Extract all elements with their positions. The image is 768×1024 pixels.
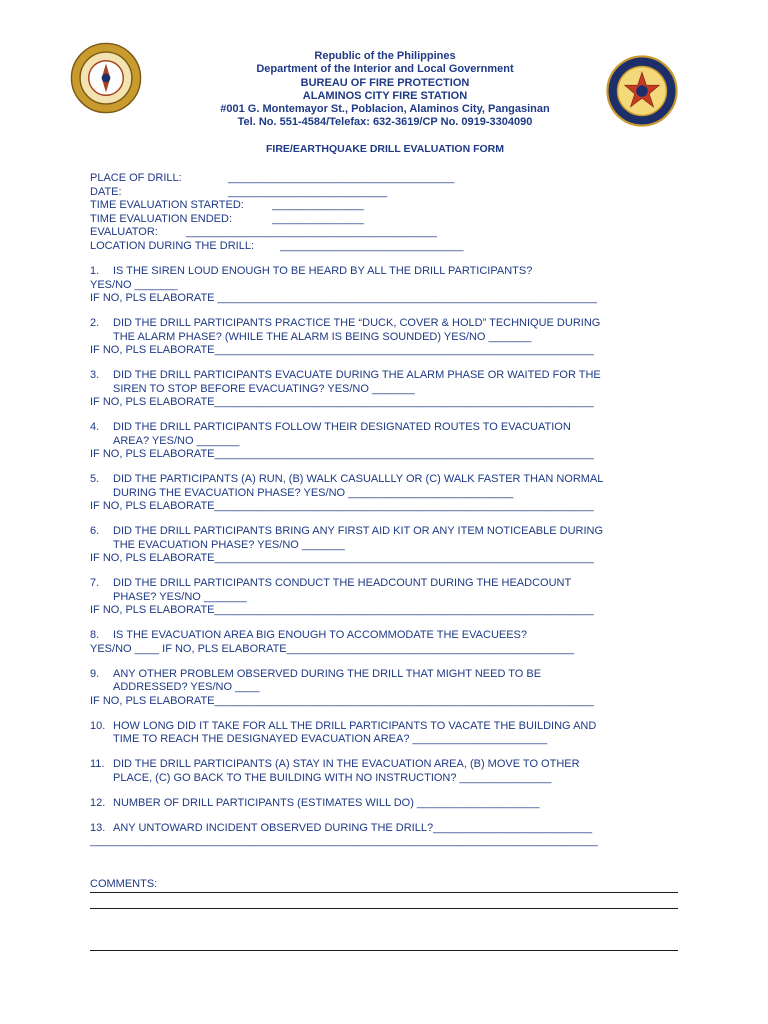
evaluator-label: EVALUATOR: [90, 226, 158, 238]
letterhead-contact: Tel. No. 551-4584/Telefax: 632-3619/CP No. 0919-3304090 [237, 116, 533, 129]
location-label: LOCATION DURING THE DRILL: [90, 239, 255, 252]
question-text-continued[interactable]: PLACE, (C) GO BACK TO THE BUILDING WITH NO INSTRUCTION? _______________ [113, 771, 552, 784]
question-list [90, 265, 690, 860]
question-number: 5. [90, 473, 100, 485]
question-text-continued[interactable]: DURING THE EVACUATION PHASE? YES/NO ___________________________ [113, 486, 514, 499]
question-number: 2. [90, 317, 100, 329]
elaborate-field[interactable]: IF NO, PLS ELABORATE______________________________________________________________ [90, 552, 594, 564]
question-number: 4. [90, 421, 100, 433]
question-text[interactable]: NUMBER OF DRILL PARTICIPANTS (ESTIMATES WILL DO) ____________________ [113, 796, 540, 809]
question-number: 9. [90, 667, 100, 680]
elaborate-field[interactable]: IF NO, PLS ELABORATE______________________________________________________________ [90, 694, 594, 707]
form-title: FIRE/EARTHQUAKE DRILL EVALUATION FORM [266, 143, 504, 155]
question-9 [90, 668, 690, 709]
question-4 [90, 421, 690, 462]
info-fields [90, 172, 464, 253]
question-text-continued[interactable]: TIME TO REACH THE DESIGNAYED EVACUATION AREA? ______________________ [113, 733, 548, 745]
question-text-continued[interactable]: AREA? YES/NO _______ [113, 434, 240, 447]
question-text: DID THE DRILL PARTICIPANTS FOLLOW THEIR DESIGNATED ROUTES TO EVACUATION [113, 421, 571, 433]
letterhead [150, 50, 620, 130]
elaborate-field[interactable]: IF NO, PLS ELABORATE______________________________________________________________ [90, 448, 594, 460]
yes-no-elaborate-field[interactable]: YES/NO ____ IF NO, PLS ELABORATE_______________________________________________ [90, 642, 575, 655]
comments-line-3[interactable] [90, 950, 678, 951]
question-text-continued[interactable]: THE EVACUATION PHASE? YES/NO _______ [113, 538, 345, 551]
date-row [90, 185, 388, 200]
question-text: DID THE DRILL PARTICIPANTS CONDUCT THE HEADCOUNT DURING THE HEADCOUNT [113, 577, 572, 589]
comments-line-1[interactable] [90, 892, 678, 893]
ended-label: TIME EVALUATION ENDED: [90, 212, 233, 225]
elaborate-field[interactable]: IF NO, PLS ELABORATE______________________________________________________________ [90, 604, 594, 616]
question-text-continued[interactable]: PHASE? YES/NO _______ [113, 590, 247, 603]
question-3 [90, 369, 690, 410]
started-blank[interactable]: _______________ [272, 199, 364, 211]
question-text-continued[interactable]: ADDRESSED? YES/NO ____ [113, 681, 260, 693]
question-number: 10. [90, 719, 106, 732]
question-11 [90, 758, 690, 785]
question-7 [90, 577, 690, 618]
yes-no-field[interactable]: YES/NO _______ [90, 278, 178, 291]
question-text: HOW LONG DID IT TAKE FOR ALL THE DRILL PARTICIPANTS TO VACATE THE BUILDING AND [113, 719, 597, 732]
letterhead-station: ALAMINOS CITY FIRE STATION [302, 89, 468, 102]
question-text: DID THE DRILL PARTICIPANTS PRACTICE THE “DUCK, COVER & HOLD” TECHNIQUE DURING [113, 317, 601, 329]
question-text[interactable]: ANY UNTOWARD INCIDENT OBSERVED DURING THE DRILL?__________________________ [113, 821, 593, 834]
question-text-continued[interactable]: SIREN TO STOP BEFORE EVACUATING? YES/NO _______ [113, 382, 415, 395]
question-text-continued[interactable]: THE ALARM PHASE? (WHILE THE ALARM IS BEING SOUNDED) YES/NO _______ [113, 330, 532, 343]
letterhead-republic: Republic of the Philippines [314, 50, 456, 62]
evaluator-blank[interactable]: _________________________________________ [186, 226, 437, 238]
question-text: ANY OTHER PROBLEM OBSERVED DURING THE DRILL THAT MIGHT NEED TO BE [113, 667, 542, 680]
elaborate-field[interactable]: IF NO, PLS ELABORATE______________________________________________________________ [90, 500, 594, 512]
evaluator-row [90, 226, 437, 240]
date-blank[interactable]: __________________________ [228, 185, 388, 198]
place-row [90, 172, 455, 186]
question-number: 1. [90, 265, 100, 277]
question-text: IS THE EVACUATION AREA BIG ENOUGH TO ACCOMMODATE THE EVACUEES? [113, 629, 528, 641]
location-row [90, 239, 464, 254]
question-12 [90, 797, 690, 811]
letterhead-address: #001 G. Montemayor St., Poblacion, Alaminos City, Pangasinan [220, 103, 550, 116]
question-number: 11. [90, 758, 105, 770]
question-number: 6. [90, 525, 100, 537]
started-label: TIME EVALUATION STARTED: [90, 199, 244, 211]
question-13 [90, 822, 690, 849]
question-number: 13. [90, 821, 106, 834]
place-blank[interactable]: _____________________________________ [228, 172, 455, 184]
ended-row [90, 212, 364, 227]
question-number: 8. [90, 629, 100, 641]
comments-line-2[interactable] [90, 908, 678, 909]
letterhead-bureau: BUREAU OF FIRE PROTECTION [300, 76, 470, 89]
started-row [90, 199, 364, 213]
question-text: DID THE DRILL PARTICIPANTS EVACUATE DURING THE ALARM PHASE OR WAITED FOR THE [113, 369, 601, 381]
place-label: PLACE OF DRILL: [90, 172, 182, 184]
elaborate-field[interactable]: IF NO, PLS ELABORATE______________________________________________________________ [90, 396, 594, 408]
elaborate-field[interactable]: IF NO, PLS ELABORATE ______________________________________________________________ [90, 292, 597, 304]
question-text: DID THE DRILL PARTICIPANTS BRING ANY FIRST AID KIT OR ANY ITEM NOTICEABLE DURING [113, 525, 604, 537]
question-6 [90, 525, 690, 566]
location-blank[interactable]: ______________________________ [280, 239, 464, 252]
question-5 [90, 473, 690, 514]
question-number: 3. [90, 369, 100, 381]
date-label: DATE: [90, 185, 122, 198]
ended-blank[interactable]: _______________ [272, 212, 364, 225]
letterhead-department: Department of the Interior and Local Government [256, 63, 514, 76]
question-10 [90, 720, 690, 747]
question-number: 12. [90, 796, 106, 809]
question-8 [90, 629, 690, 656]
elaborate-field[interactable]: IF NO, PLS ELABORATE______________________________________________________________ [90, 344, 594, 356]
question-text: DID THE PARTICIPANTS (A) RUN, (B) WALK CASUALLLY OR (C) WALK FASTER THAN NORMAL [113, 473, 604, 485]
question-text: DID THE DRILL PARTICIPANTS (A) STAY IN THE EVACUATION AREA, (B) MOVE TO OTHER [113, 758, 580, 770]
question-number: 7. [90, 577, 100, 589]
question-2 [90, 317, 690, 358]
question-text: IS THE SIREN LOUD ENOUGH TO BE HEARD BY ALL THE DRILL PARTICIPANTS? [113, 265, 533, 277]
question-1 [90, 265, 690, 306]
incident-blank[interactable]: ___________________________________________________________________________________ [90, 835, 598, 847]
comments-label: COMMENTS: [90, 878, 158, 890]
city-seal-icon [70, 42, 142, 114]
